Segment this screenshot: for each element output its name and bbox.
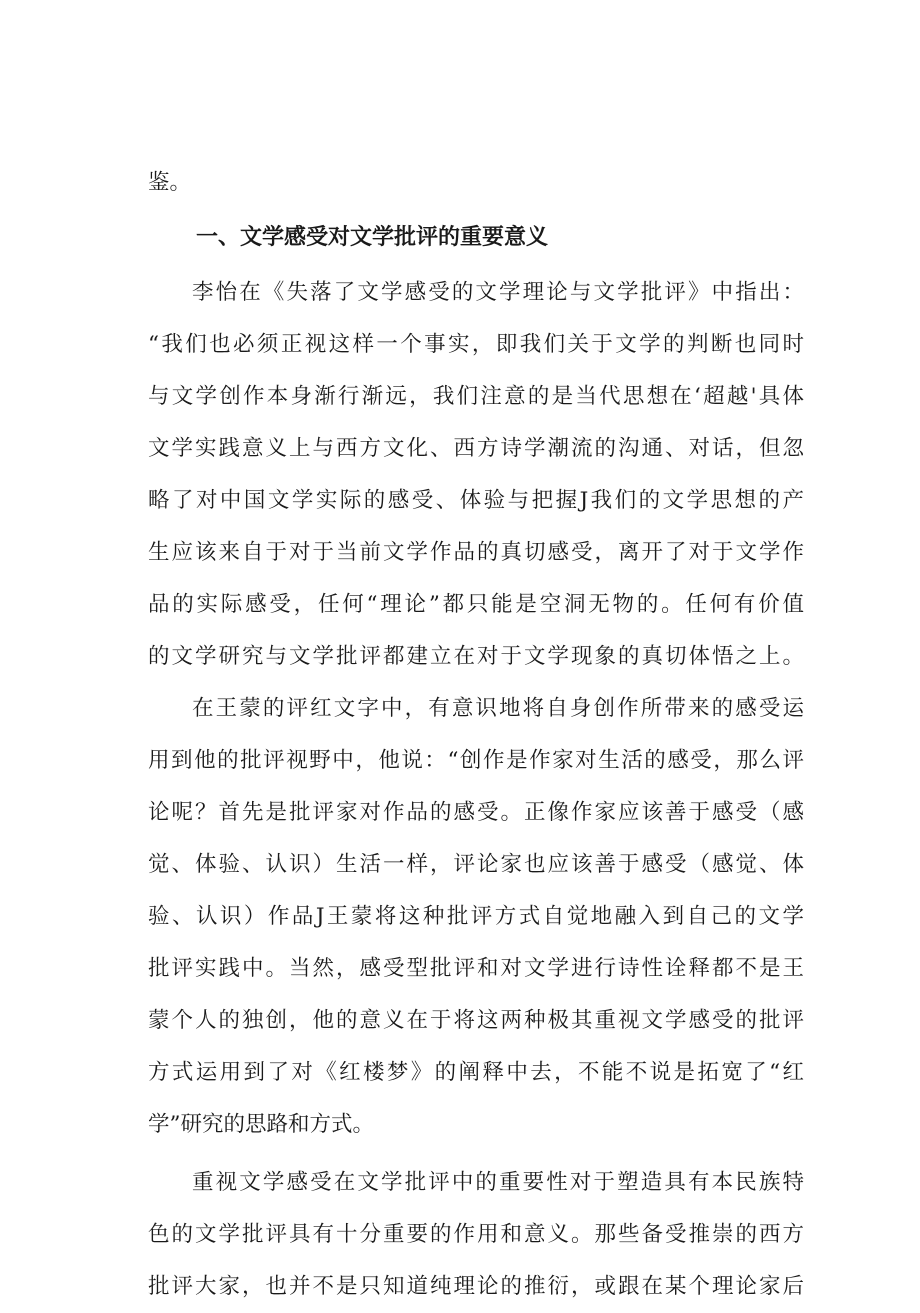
- paragraph-line: 略了对中国文学实际的感受、体验与把握J我们的文学思想的产: [148, 488, 804, 513]
- section-heading: 一、文学感受对文学批评的重要意义: [196, 225, 549, 250]
- paragraph-line: 方式运用到了对《红楼梦》的阐释中去，不能不说是拓宽了“红: [148, 1060, 804, 1085]
- paragraph-line: 批评大家，也并不是只知道纯理论的推衍，或跟在某个理论家后: [148, 1274, 804, 1299]
- paragraph-line: 的文学研究与文学批评都建立在对于文学现象的真切体悟之上。: [148, 644, 804, 669]
- paragraph-line: 品的实际感受，任何“理论”都只能是空洞无物的。任何有价值: [148, 592, 804, 617]
- paragraph-2: [148, 683, 804, 1151]
- fragment-line: 鉴。: [148, 170, 192, 195]
- paragraph-line: 色的文学批评具有十分重要的作用和意义。那些备受推崇的西方: [148, 1222, 804, 1247]
- paragraph-line: 蒙个人的独创，他的意义在于将这两种极其重视文学感受的批评: [148, 1008, 804, 1033]
- paragraph-line: 用到他的批评视野中，他说：“创作是作家对生活的感受，那么评: [148, 748, 804, 773]
- paragraph-line: 在王蒙的评红文字中，有意识地将自身创作所带来的感受运: [192, 696, 804, 721]
- paragraph-line: 与文学创作本身渐行渐远，我们注意的是当代思想在‘超越'具体: [148, 384, 804, 409]
- paragraph-line: 验、认识）作品J王蒙将这种批评方式自觉地融入到自己的文学: [148, 904, 804, 929]
- paragraph-line: 批评实践中。当然，感受型批评和对文学进行诗性诠释都不是王: [148, 956, 804, 981]
- paragraph-line: “我们也必须正视这样一个事实，即我们关于文学的判断也同时: [148, 332, 804, 357]
- paragraph-line: 李怡在《失落了文学感受的文学理论与文学批评》中指出：: [192, 280, 804, 305]
- paragraph-line: 学”研究的思路和方式。: [148, 1112, 374, 1137]
- paragraph-line: 文学实践意义上与西方文化、西方诗学潮流的沟通、对话，但忽: [148, 436, 804, 461]
- paragraph-line: 论呢？首先是批评家对作品的感受。正像作家应该善于感受（感: [148, 800, 804, 825]
- paragraph-1: [148, 267, 804, 683]
- paragraph-line: 生应该来自于对于当前文学作品的真切感受，离开了对于文学作: [148, 540, 804, 565]
- paragraph-line: 重视文学感受在文学批评中的重要性对于塑造具有本民族特: [192, 1170, 804, 1195]
- paragraph-3: [148, 1157, 804, 1313]
- paragraph-line: 觉、体验、认识）生活一样，评论家也应该善于感受（感觉、体: [148, 852, 804, 877]
- document-body: [148, 157, 804, 1313]
